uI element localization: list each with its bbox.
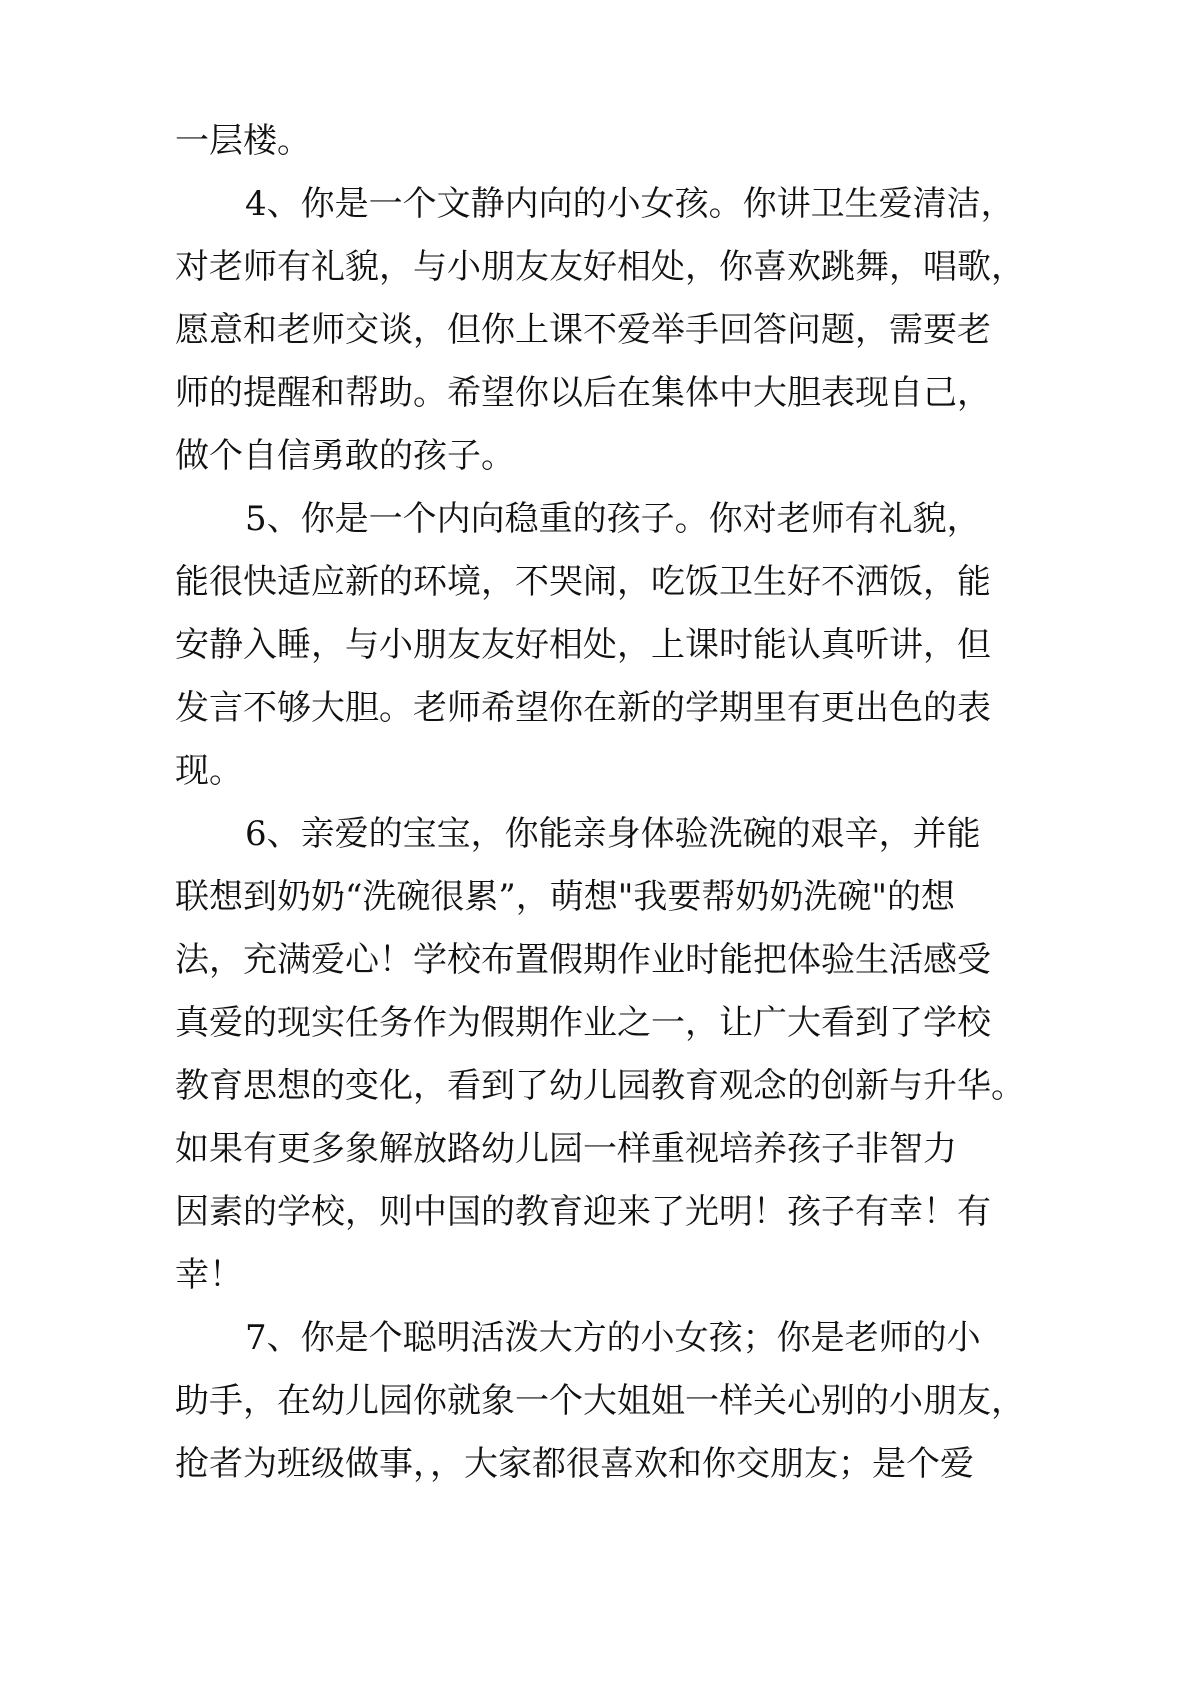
document-body: [175, 110, 1055, 1496]
text-line: 因素的学校，则中国的教育迎来了光明！孩子有幸！有: [175, 1192, 991, 1232]
text-line: 一层楼。: [175, 121, 311, 161]
text-line: 幸！: [175, 1255, 243, 1295]
text-line: 能很快适应新的环境，不哭闹，吃饭卫生好不洒饭，能: [175, 562, 991, 602]
text-line: 做个自信勇敢的孩子。: [175, 436, 515, 476]
text-line: 如果有更多象解放路幼儿园一样重视培养孩子非智力: [175, 1129, 957, 1169]
text-line: 法，充满爱心！学校布置假期作业时能把体验生活感受: [175, 940, 991, 980]
paragraph-6-start: 6、亲爱的宝宝，你能亲身体验洗碗的艰辛，并能: [245, 814, 981, 854]
text-line: 愿意和老师交谈，但你上课不爱举手回答问题，需要老: [175, 310, 991, 350]
text-line: 安静入睡，与小朋友友好相处，上课时能认真听讲，但: [175, 625, 991, 665]
paragraph-7-start: 7、你是个聪明活泼大方的小女孩；你是老师的小: [245, 1318, 981, 1358]
text-line: 真爱的现实任务作为假期作业之一，让广大看到了学校: [175, 1003, 991, 1043]
text-line: 现。: [175, 751, 243, 791]
text-line: 抢者为班级做事，，大家都很喜欢和你交朋友；是个爱: [175, 1444, 974, 1484]
text-line: 对老师有礼貌，与小朋友友好相处，你喜欢跳舞，唱歌，: [175, 247, 1025, 287]
paragraph-5-start: 5、你是一个内向稳重的孩子。你对老师有礼貌，: [245, 499, 981, 539]
text-line: 助手，在幼儿园你就象一个大姐姐一样关心别的小朋友，: [175, 1381, 1025, 1421]
text-line: 发言不够大胆。老师希望你在新的学期里有更出色的表: [175, 688, 991, 728]
text-line: 教育思想的变化，看到了幼儿园教育观念的创新与升华。: [175, 1066, 1025, 1106]
paragraph-4-start: 4、你是一个文静内向的小女孩。你讲卫生爱清洁，: [245, 184, 1015, 224]
text-line: 师的提醒和帮助。希望你以后在集体中大胆表现自己，: [175, 373, 991, 413]
text-line: 联想到奶奶“洗碗很累”，萌想"我要帮奶奶洗碗"的想: [175, 877, 956, 917]
